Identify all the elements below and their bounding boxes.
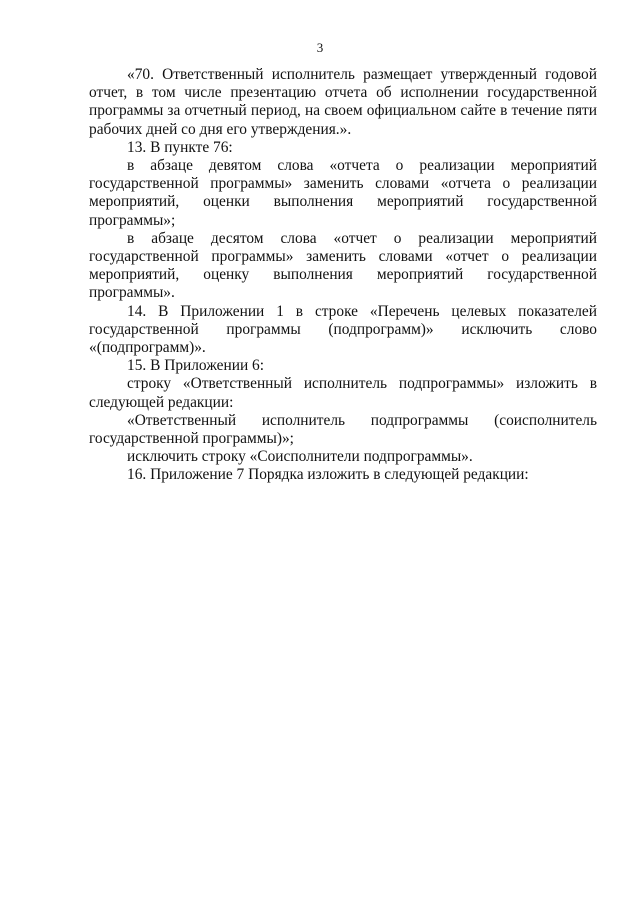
paragraph-exclude-row: исключить строку «Соисполнители подпрограммы». <box>127 448 473 466</box>
paragraph-item-70: «70. Ответственный исполнитель размещает утвержденный годовой отчет, в том числе презентацию отчета об исполнении государственной программы за отчетный период, на своем официальном сайте в течение пяти рабочих дней со дня его утверждения.». <box>89 66 597 138</box>
document-body <box>89 66 597 485</box>
paragraph-point-15: 15. В Приложении 6: <box>127 357 265 375</box>
paragraph-row-responsible: строку «Ответственный исполнитель подпрограммы» изложить в следующей редакции: <box>89 375 597 411</box>
page-number: 3 <box>316 40 324 55</box>
paragraph-point-13: 13. В пункте 76: <box>127 138 233 156</box>
paragraph-abzac-9: в абзаце девятом слова «отчета о реализации мероприятий государственной программы» заменить словами «отчета о реализации мероприятий, оценки выполнения мероприятий государственной программы»; <box>89 157 597 229</box>
paragraph-point-16: 16. Приложение 7 Порядка изложить в следующей редакции: <box>127 466 529 484</box>
paragraph-point-14: 14. В Приложении 1 в строке «Перечень целевых показателей государственной программы (подпрограмм)» исключить слово «(подпрограмм)». <box>89 302 597 357</box>
paragraph-abzac-10: в абзаце десятом слова «отчет о реализации мероприятий государственной программы» заменить словами «отчет о реализации мероприятий, оценку выполнения мероприятий государственной программы». <box>89 229 597 302</box>
paragraph-new-wording: «Ответственный исполнитель подпрограммы (соисполнитель государственной программы)»; <box>89 411 597 448</box>
